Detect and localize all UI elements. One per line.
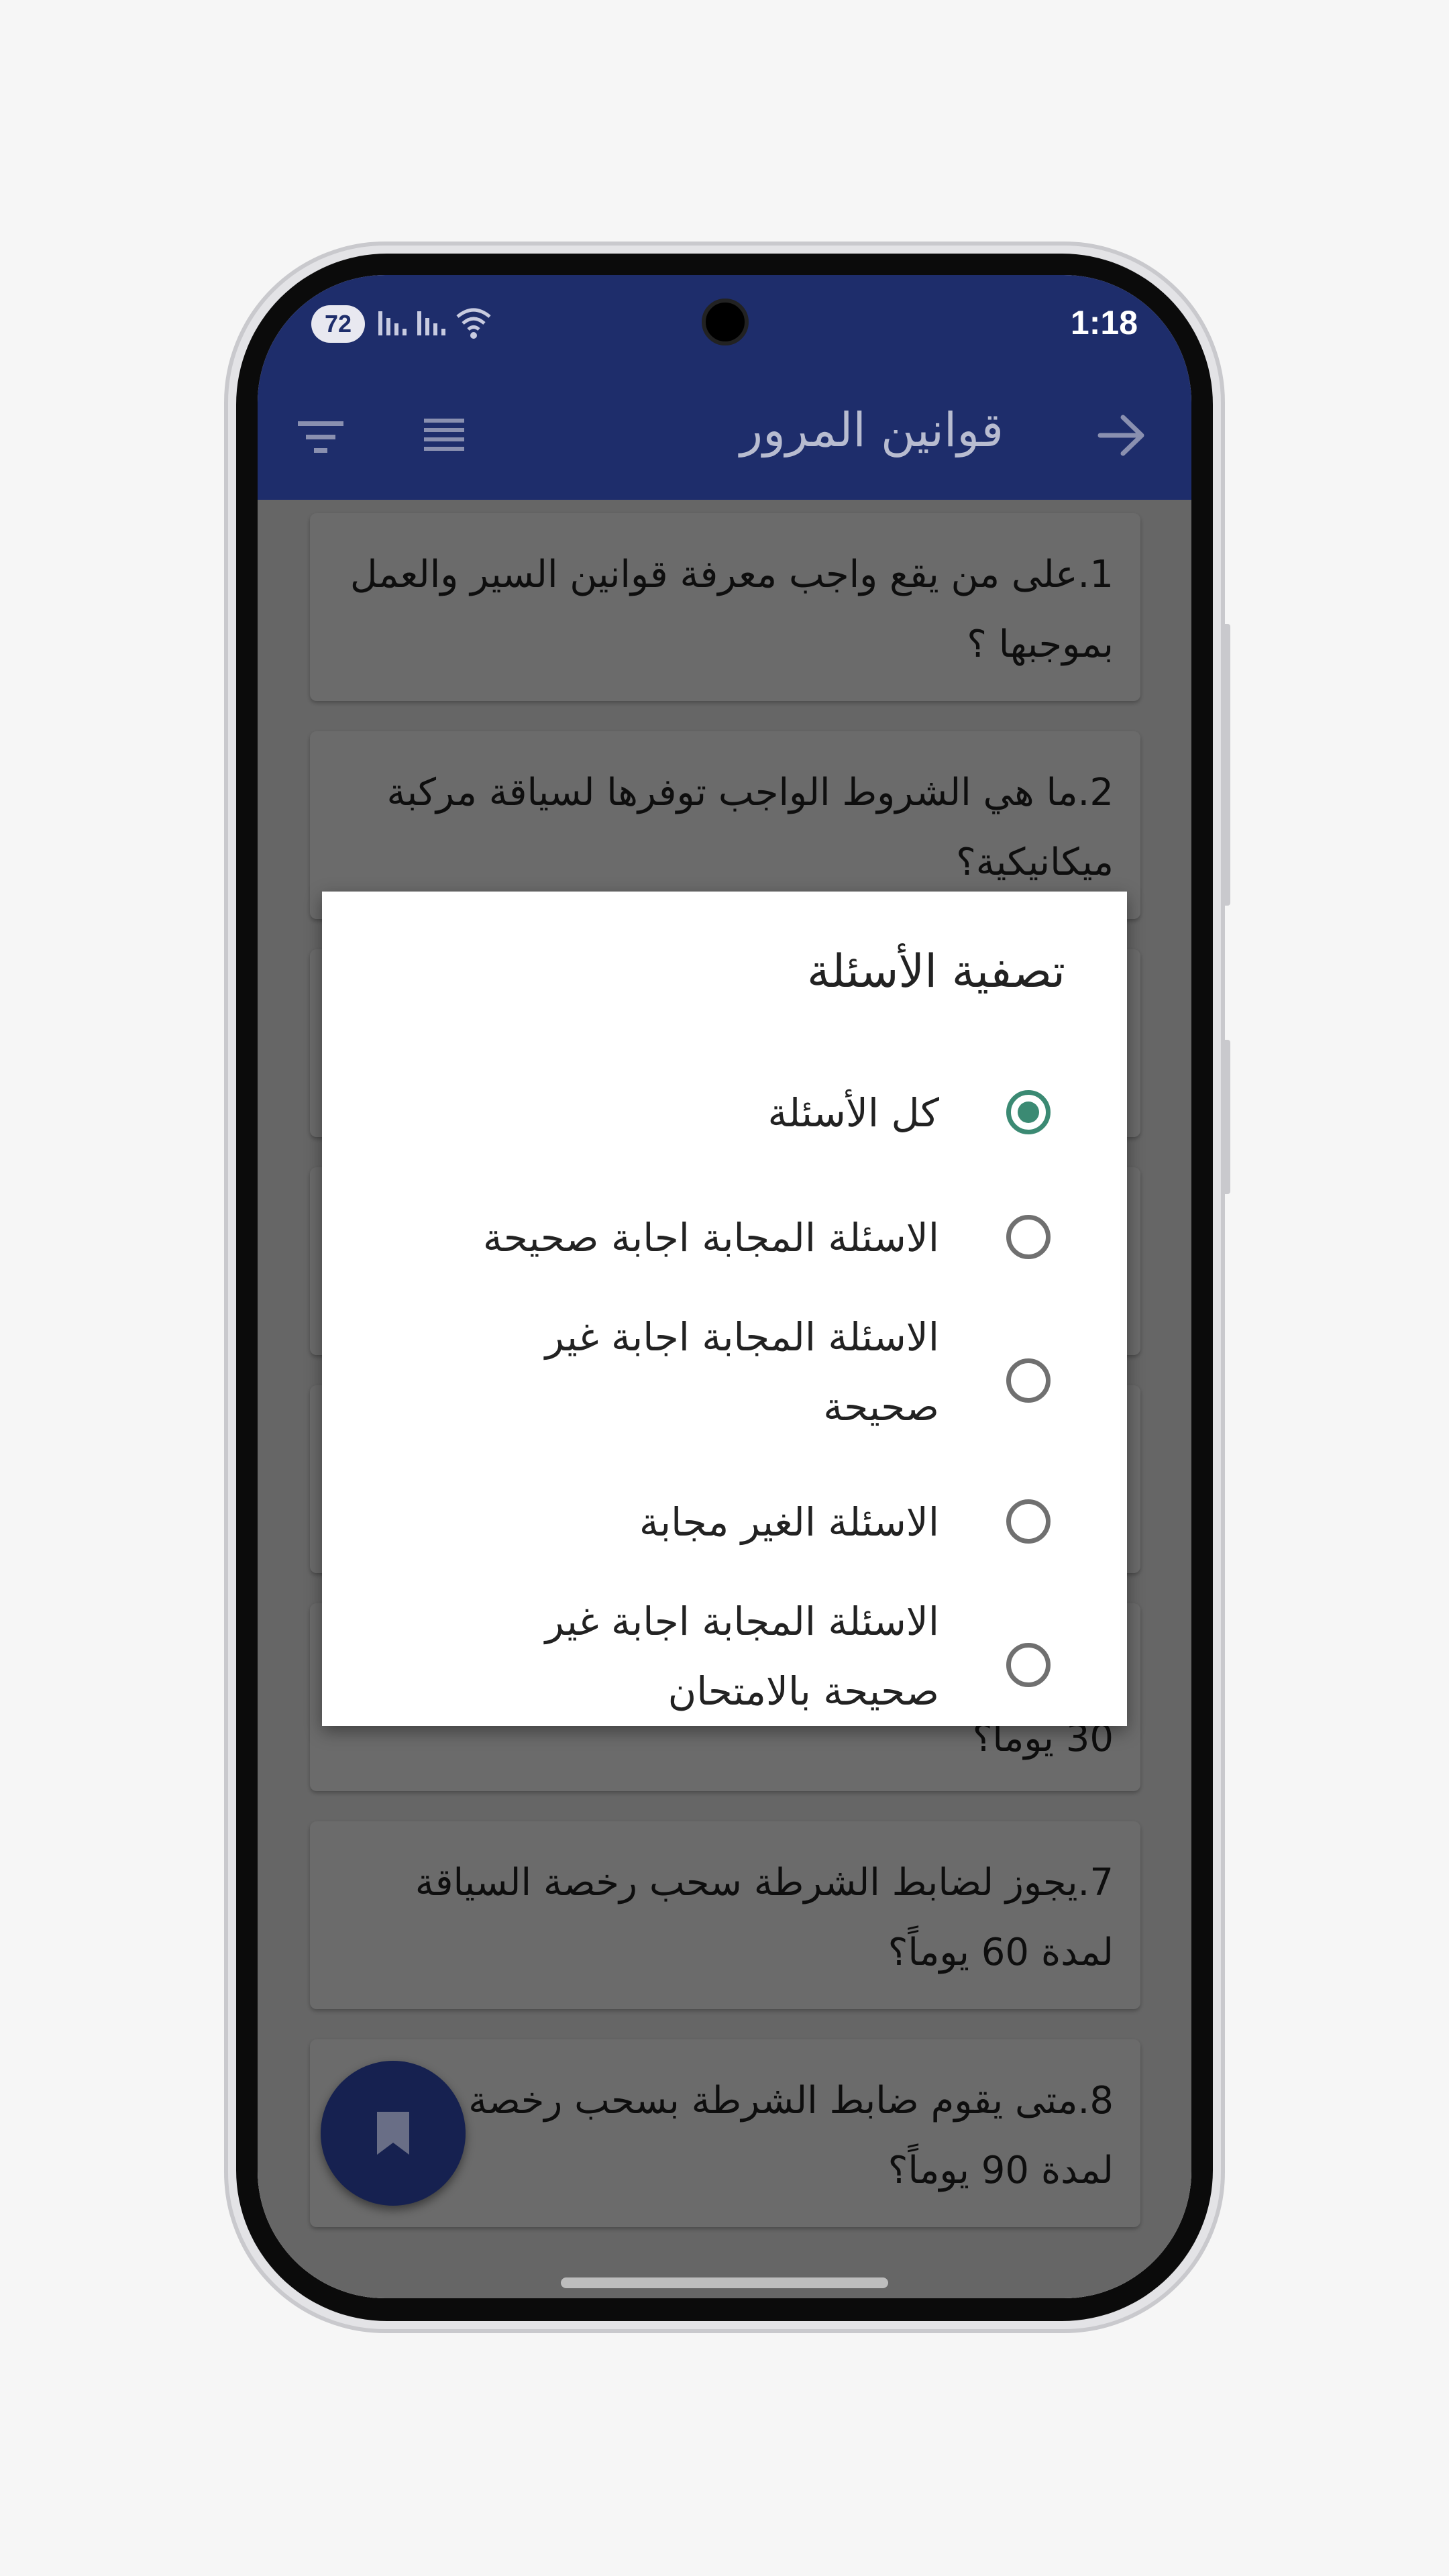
- power-button: [1222, 1040, 1230, 1194]
- notification-count-badge: 72: [311, 305, 365, 343]
- page-title: قوانين المرور: [740, 402, 1004, 458]
- screen: [258, 275, 1191, 2298]
- filter-option-all[interactable]: [322, 1065, 1127, 1165]
- option-label: كل الأسئلة: [767, 1090, 939, 1136]
- wifi-icon: [455, 306, 492, 339]
- filter-option-incorrect[interactable]: [322, 1294, 1127, 1442]
- signal-icon-2: [416, 309, 448, 338]
- volume-button: [1222, 624, 1230, 906]
- status-bar: [258, 275, 1191, 376]
- option-label: الاسئلة المجابة اجابة غير صحيحة: [545, 1314, 939, 1430]
- fab-scrim: [321, 2061, 466, 2206]
- signal-icon: [377, 309, 409, 338]
- radio-button-checked[interactable]: [1006, 1090, 1051, 1134]
- radio-button[interactable]: [1006, 1643, 1051, 1687]
- radio-button[interactable]: [1006, 1215, 1051, 1259]
- filter-option-unanswered[interactable]: [322, 1474, 1127, 1574]
- dialog-title: تصفية الأسئلة: [806, 945, 1065, 998]
- home-indicator[interactable]: [561, 2277, 888, 2288]
- option-label: الاسئلة المجابة اجابة صحيحة: [482, 1215, 939, 1260]
- radio-button[interactable]: [1006, 1358, 1051, 1403]
- radio-button[interactable]: [1006, 1499, 1051, 1544]
- filter-option-incorrect-exam[interactable]: [322, 1578, 1127, 1726]
- filter-dialog: [322, 892, 1127, 1726]
- arrow-forward-icon[interactable]: [1097, 413, 1146, 458]
- status-time: 1:18: [1070, 304, 1138, 341]
- option-label: الاسئلة الغير مجابة: [639, 1499, 939, 1545]
- filter-option-correct[interactable]: [322, 1189, 1127, 1290]
- app-bar: [258, 376, 1191, 500]
- filter-icon[interactable]: [295, 417, 346, 458]
- front-camera: [702, 299, 749, 345]
- option-label: الاسئلة المجابة اجابة غير صحيحة بالامتحان: [545, 1599, 939, 1714]
- list-icon[interactable]: [423, 415, 466, 458]
